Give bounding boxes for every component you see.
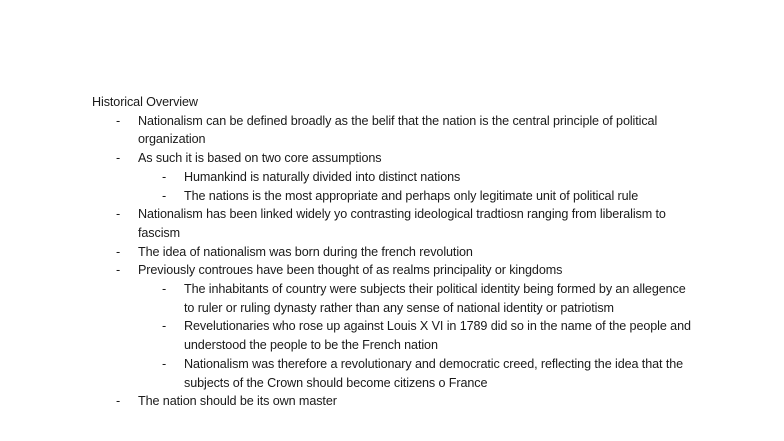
- list-item: [0, 243, 784, 262]
- list-item-text: The inhabitants of country were subjects their political identity being formed by an allegence to ruler or ruling dynasty rather than any sense of national identity or patriotism: [184, 282, 686, 315]
- sub-list-item: [0, 280, 784, 317]
- list-item-text: Revelutionaries who rose up against Louis X VI in 1789 did so in the name of the people and understood the people to be the French nation: [184, 319, 691, 353]
- list-item: [0, 261, 784, 280]
- sub-list-item: [0, 317, 784, 354]
- dash-bullet-icon: -: [116, 207, 121, 222]
- list-item-text: Humankind is naturally divided into distinct nations: [184, 169, 461, 184]
- list-item-text: The nations is the most appropriate and perhaps only legitimate unit of political rule: [184, 188, 639, 203]
- sub-list-item: [0, 187, 784, 206]
- dash-bullet-icon: -: [162, 282, 167, 297]
- list-item-text: Nationalism has been linked widely yo contrasting ideological tradtiosn ranging from liberalism to fascism: [138, 207, 666, 240]
- list-item-text: Nationalism can be defined broadly as the belif that the nation is the central principle of political organization: [138, 113, 658, 147]
- section-heading: Historical Overview: [92, 95, 198, 109]
- dash-bullet-icon: -: [116, 263, 121, 278]
- list-item: [0, 112, 784, 149]
- dash-bullet-icon: -: [116, 113, 121, 128]
- dash-bullet-icon: -: [162, 188, 167, 203]
- list-item: [0, 205, 784, 242]
- list-item-text: As such it is based on two core assumptions: [138, 151, 382, 166]
- bullet-list: [0, 112, 784, 411]
- list-item-text: Previously controues have been thought of as realms principality or kingdoms: [138, 263, 563, 278]
- dash-bullet-icon: -: [162, 169, 167, 184]
- sub-list-item: [0, 355, 784, 392]
- list-item-text: The idea of nationalism was born during the french revolution: [138, 244, 473, 259]
- dash-bullet-icon: -: [116, 151, 121, 166]
- list-item-text: The nation should be its own master: [138, 394, 337, 409]
- list-item-text: Nationalism was therefore a revolutionary and democratic creed, reflecting the idea that the subjects of the Crown should become citizens o France: [184, 356, 684, 390]
- sub-list-item: [0, 168, 784, 187]
- dash-bullet-icon: -: [162, 319, 167, 334]
- dash-bullet-icon: -: [116, 394, 121, 409]
- list-item: [0, 392, 784, 411]
- dash-bullet-icon: -: [116, 244, 121, 259]
- list-item: [0, 149, 784, 168]
- dash-bullet-icon: -: [162, 356, 167, 371]
